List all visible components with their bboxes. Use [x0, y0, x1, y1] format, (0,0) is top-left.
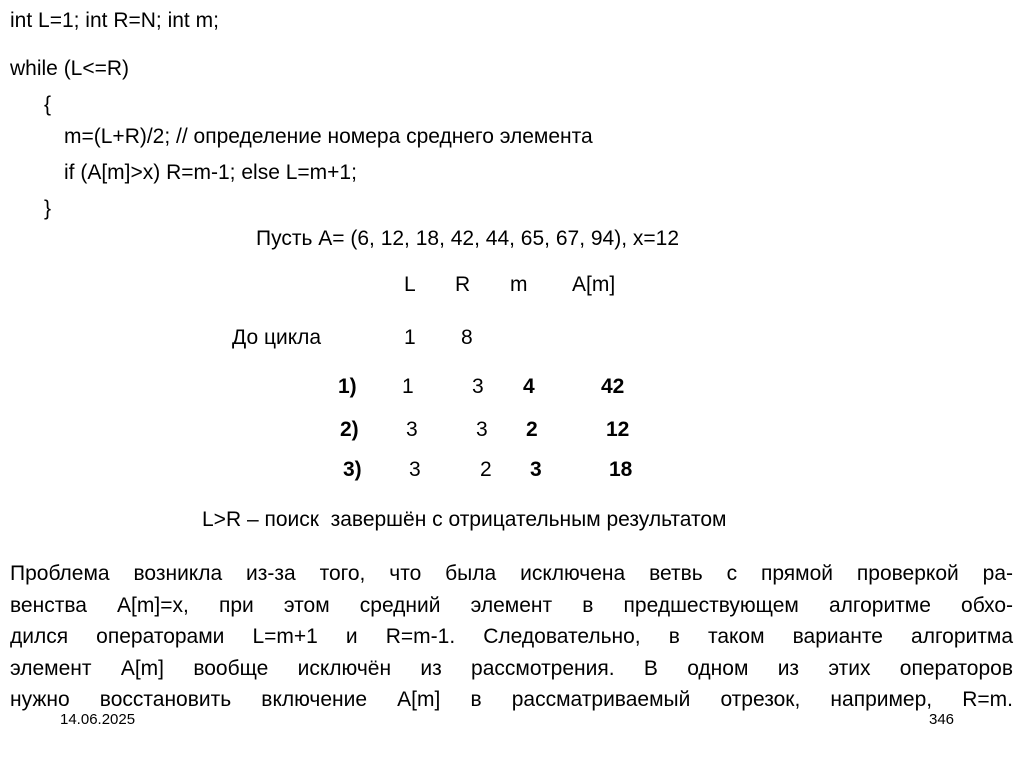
- explanation-paragraph: [10, 558, 1013, 716]
- step-3-Am: 18: [609, 458, 633, 481]
- step-2-L: 3: [406, 418, 418, 441]
- header-Am: A[m]: [572, 273, 616, 296]
- code-line-midpoint: m=(L+R)/2; // определение номера среднего элемента: [64, 125, 593, 148]
- paragraph-line-1: Проблема возникла из-за того, что была исключена ветвь с прямой проверкой ра-: [10, 562, 1013, 585]
- step-1-R: 3: [472, 375, 484, 398]
- example-array: Пусть А= (6, 12, 18, 42, 44, 65, 67, 94), x=12: [256, 227, 680, 250]
- paragraph-line-3: дился операторами L=m+1 и R=m-1. Следовательно, в таком варианте алгоритма: [10, 625, 1013, 648]
- header-L: L: [404, 273, 416, 296]
- step-3-m: 3: [530, 458, 542, 481]
- paragraph-line-4: элемент A[m] вообще исключён из рассмотрения. В одном из этих операторов: [10, 656, 1013, 680]
- step-1-Am: 42: [601, 375, 625, 398]
- step-3-label: 3): [343, 458, 362, 481]
- paragraph-line-2: венства A[m]=x, при этом средний элемент в предшествующем алгоритме обхо-: [10, 593, 1013, 617]
- header-R: R: [455, 273, 471, 296]
- step-2-Am: 12: [606, 418, 630, 441]
- footer-date: 14.06.2025: [60, 711, 136, 728]
- before-loop-L: 1: [404, 326, 416, 349]
- code-open-brace: {: [44, 93, 52, 116]
- step-2-R: 3: [476, 418, 488, 441]
- footer-page-number: 346: [929, 711, 955, 728]
- paragraph-line-5: нужно восстановить включение A[m] в рассматриваемый отрезок, например, R=m.: [10, 688, 1013, 711]
- step-3-R: 2: [480, 458, 492, 481]
- step-3-L: 3: [409, 458, 421, 481]
- before-loop-R: 8: [461, 326, 473, 349]
- conclusion-text: L>R – поиск завершён с отрицательным результатом: [202, 508, 727, 531]
- code-close-brace: }: [44, 197, 52, 220]
- step-1-m: 4: [523, 375, 535, 398]
- step-1-L: 1: [402, 375, 414, 398]
- step-2-m: 2: [526, 418, 538, 441]
- code-line-if: if (A[m]>x) R=m-1; else L=m+1;: [64, 161, 357, 184]
- header-m: m: [510, 273, 528, 296]
- step-2-label: 2): [340, 418, 359, 441]
- code-line-while: while (L<=R): [10, 57, 130, 80]
- code-line-declarations: int L=1; int R=N; int m;: [10, 9, 219, 32]
- before-loop-label: До цикла: [232, 326, 322, 349]
- step-1-label: 1): [338, 375, 357, 398]
